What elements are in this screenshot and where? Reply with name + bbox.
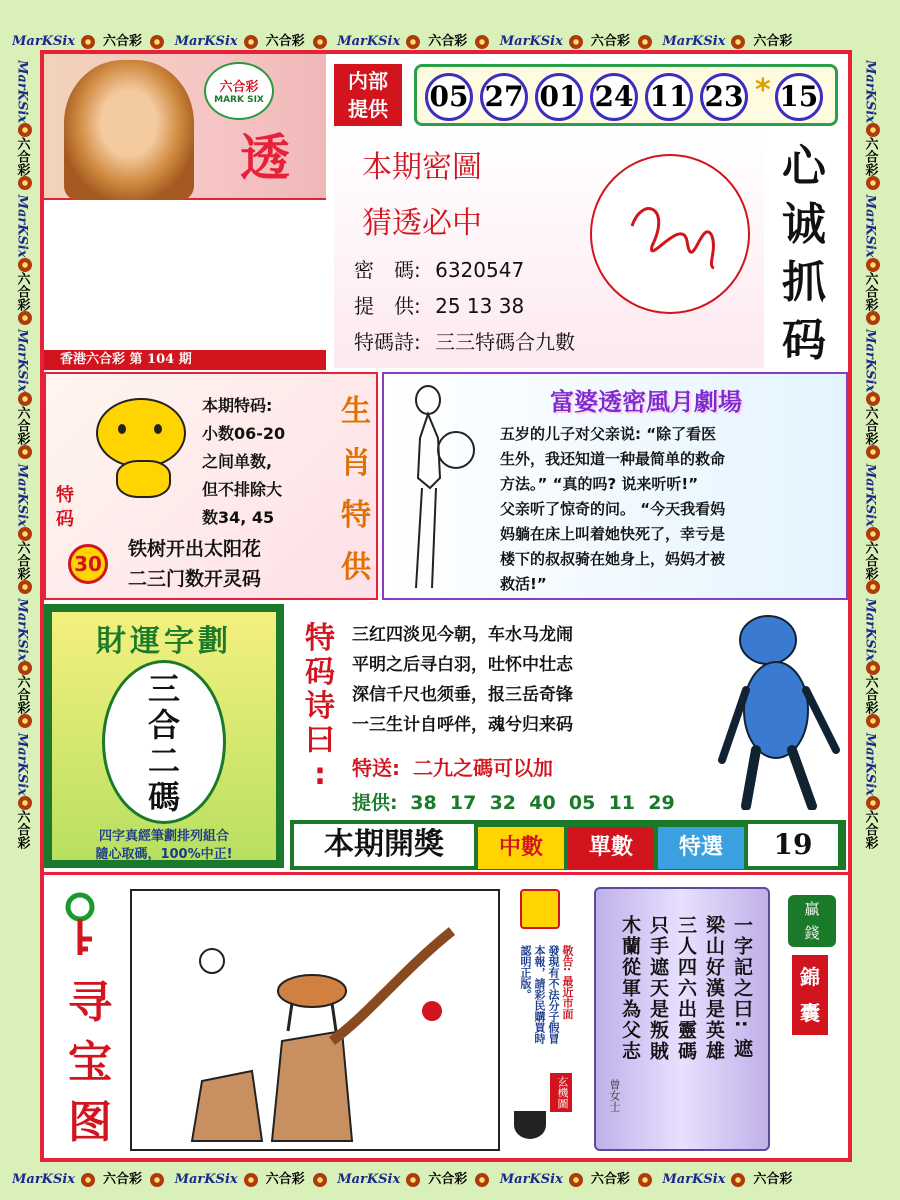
fortune-title: 財運字劃 xyxy=(96,624,232,659)
logo-cn: 六合彩 xyxy=(219,80,259,95)
tag-dan: 單數 xyxy=(568,827,654,869)
scroll-col-1: 一字記之曰: 遮 xyxy=(731,915,753,1060)
fortune-oval xyxy=(102,660,226,824)
notice-line-4: 認明正版。 xyxy=(519,945,532,1000)
stamp-circle xyxy=(590,154,750,314)
story-line-2: 生外，我还知道一种最简单的救命 xyxy=(500,450,726,468)
left-border: MarKSix六合彩 MarKSix六合彩 MarKSix六合彩 MarKSix六合彩 MarKSix六合彩 MarKSix六合彩 xyxy=(12,60,38,1150)
scroll-col-4: 只手遮天是叛賊 xyxy=(647,915,669,1062)
tag-zhong: 中數 xyxy=(478,827,564,869)
secret-panel xyxy=(334,132,764,368)
blank-area xyxy=(44,200,326,350)
special-label: 特码 xyxy=(56,485,74,530)
win-money-icon xyxy=(788,895,836,947)
story-body xyxy=(500,422,842,597)
tag-te: 特選 xyxy=(658,827,744,869)
story-line-5: 妈躺在床上叫着她快死了，幸亏是 xyxy=(500,525,726,543)
scroll-col-3: 三人四六出靈碼 xyxy=(675,915,697,1062)
goat-scene xyxy=(132,891,498,1149)
fist-icon xyxy=(520,889,560,929)
win-1: 贏 xyxy=(804,900,820,918)
scroll-col-5: 木蘭從軍為父志 xyxy=(619,915,641,1062)
monkey-sketch xyxy=(716,610,846,810)
slogan-4: 码 xyxy=(782,315,826,366)
treasure-image xyxy=(130,889,500,1151)
poem-value: 三三特碼合九數 xyxy=(435,330,576,354)
poem-provide-value: 38 17 32 40 05 11 29 xyxy=(410,792,675,814)
brocade-2: 囊 xyxy=(800,1001,820,1025)
stamp-scribble xyxy=(592,156,752,316)
poem-provide-label: 提供: xyxy=(352,792,398,814)
zodiac-side xyxy=(338,386,374,594)
fortune-note xyxy=(44,828,284,864)
treasure-label-1: 寻 xyxy=(68,977,112,1028)
marksix-logo xyxy=(204,62,274,120)
side-1: 生 xyxy=(341,394,371,429)
special-ball: 15 xyxy=(775,73,823,121)
poem-provide-row xyxy=(352,788,675,815)
zodiac-line-5: 数34, 45 xyxy=(202,508,275,527)
ball-5: 11 xyxy=(645,73,693,121)
gift-value: 二九之碼可以加 xyxy=(412,756,553,780)
treasure-label-3: 图 xyxy=(68,1097,112,1148)
slogan-1: 心 xyxy=(782,141,826,192)
side-slogan xyxy=(768,138,840,370)
zodiac-number: 30 xyxy=(68,544,108,584)
secret-title: 本期密圖 xyxy=(362,150,482,185)
poem-line-2: 平明之后寻白羽，吐怀中壮志 xyxy=(352,655,573,675)
poem-title-4: 曰 xyxy=(305,723,335,758)
scroll xyxy=(594,887,770,1151)
badge-line2: 提供 xyxy=(348,97,388,121)
side-2: 肖 xyxy=(341,446,371,481)
internal-badge xyxy=(334,64,402,126)
tiger-cartoon xyxy=(86,398,196,498)
story-line-6: 楼下的叔叔骑在她身上，妈妈才被 xyxy=(500,550,726,568)
poem-title-2: 码 xyxy=(305,655,335,690)
badge-line1: 内部 xyxy=(348,69,388,93)
poem-line-4: 一三生计自呼伴，魂兮归来码 xyxy=(352,715,573,735)
code-label: 密 碼: xyxy=(354,258,421,282)
note-1: 四字真經筆劃排列組合 xyxy=(98,829,229,844)
balls-row xyxy=(414,64,838,126)
zodiac-line-2: 小数06-20 xyxy=(202,424,286,443)
poem-title-3: 诗 xyxy=(305,689,335,724)
zodiac-text xyxy=(202,392,285,532)
notice-line-3: 本報，請彩民購買時 xyxy=(533,945,546,1044)
poem-title-5: : xyxy=(314,757,326,792)
ball-6: 23 xyxy=(700,73,748,121)
poem-row xyxy=(354,326,575,355)
code-row xyxy=(354,254,524,283)
scroll-cols xyxy=(616,915,756,1115)
slogan-2: 诚 xyxy=(782,199,826,250)
photo-panel xyxy=(44,54,326,200)
provide-label: 提 供: xyxy=(354,294,421,318)
gift-label: 特送: xyxy=(352,756,400,780)
draw-bar xyxy=(290,820,846,870)
model-photo xyxy=(64,60,194,200)
plus-sign: * xyxy=(755,73,771,108)
ball-3: 01 xyxy=(535,73,583,121)
brocade-tag xyxy=(792,955,828,1035)
treasure-label xyxy=(60,973,120,1153)
zodiac-line-4: 但不排除大 xyxy=(202,480,283,499)
provide-value: 25 13 38 xyxy=(435,294,525,318)
poem-title-1: 特 xyxy=(305,621,335,656)
story-line-1: 五岁的儿子对父亲说: “除了看医 xyxy=(500,425,717,443)
side-4: 供 xyxy=(341,550,371,585)
oval-3: 二 xyxy=(147,742,180,780)
story-line-3: 方法。” “真的吗? 说来听听!” xyxy=(500,475,699,493)
poem-label: 特碼詩: xyxy=(354,330,421,354)
oval-2: 合 xyxy=(147,706,180,744)
key-icon xyxy=(58,889,128,959)
draw-number: 19 xyxy=(748,824,838,866)
treasure-panel xyxy=(44,872,848,1158)
notice-line-1: 敬告: 最近市面 xyxy=(561,945,574,1020)
slogan-3: 抓 xyxy=(782,257,826,308)
scroll-signer: 曾女士 xyxy=(608,1079,621,1112)
pot-icon xyxy=(514,1111,546,1139)
zodiac-line-3: 之间单数, xyxy=(202,452,273,471)
story-line-7: 救活!” xyxy=(500,575,547,593)
ball-1: 05 xyxy=(425,73,473,121)
poem-panel xyxy=(288,604,848,818)
ball-2: 27 xyxy=(480,73,528,121)
oval-1: 三 xyxy=(147,670,180,708)
code-value: 6320547 xyxy=(435,258,525,282)
side-3: 特 xyxy=(341,498,371,533)
top-border: MarKSix 六合彩 MarKSix 六合彩 MarKSix 六合彩 MarKSix 六合彩 MarKSix 六合彩 xyxy=(12,34,793,49)
bottom-border: MarKSix 六合彩 MarKSix 六合彩 MarKSix 六合彩 MarKSix 六合彩 MarKSix 六合彩 xyxy=(12,1172,793,1187)
logo-en: MARK SIX xyxy=(214,95,264,105)
poem-line-1: 三红四淡见今朝，车水马龙闹 xyxy=(352,625,573,645)
draw-title: 本期開獎 xyxy=(294,824,474,866)
scroll-col-2: 梁山好漢是英雄 xyxy=(703,915,725,1062)
issue-bar: 香港六合彩 第 104 期 xyxy=(44,350,326,370)
tou-character: 透 xyxy=(240,129,290,187)
win-2: 錢 xyxy=(804,924,820,942)
brocade-1: 錦 xyxy=(800,965,820,989)
poem-title xyxy=(300,622,340,792)
story-title: 富婆透密風月劇場 xyxy=(550,388,742,416)
poem-line-3: 深信千尺也须垂，报三岳奇锋 xyxy=(352,685,573,705)
story-panel xyxy=(382,372,848,600)
note-2: 隨心取碼，100%中正! xyxy=(95,847,233,862)
xuanji-label: 玄機圖 xyxy=(550,1073,572,1112)
notice-line-2: 發現有不法分子假冒 xyxy=(547,945,560,1044)
right-border: MarKSix六合彩 MarKSix六合彩 MarKSix六合彩 MarKSix六合彩 MarKSix六合彩 MarKSix六合彩 xyxy=(860,60,886,1150)
zodiac-panel xyxy=(44,372,378,600)
fortune-panel xyxy=(44,604,284,868)
zodiac-poem xyxy=(128,534,261,594)
ball-4: 24 xyxy=(590,73,638,121)
story-line-4: 父亲听了惊奇的问。 “今天我看妈 xyxy=(500,500,726,518)
zodiac-line-1: 本期特码: xyxy=(202,396,273,415)
oval-4: 碼 xyxy=(147,778,180,816)
provide-row xyxy=(354,290,524,319)
treasure-label-2: 宝 xyxy=(68,1037,112,1088)
zodiac-poem-1: 铁树开出太阳花 xyxy=(128,538,262,560)
lady-sketch xyxy=(390,378,480,598)
poem-lines xyxy=(352,620,573,740)
secret-subtitle: 猜透必中 xyxy=(362,206,482,241)
gift-row xyxy=(352,752,553,781)
zodiac-poem-2: 二三门数开灵码 xyxy=(128,568,262,590)
